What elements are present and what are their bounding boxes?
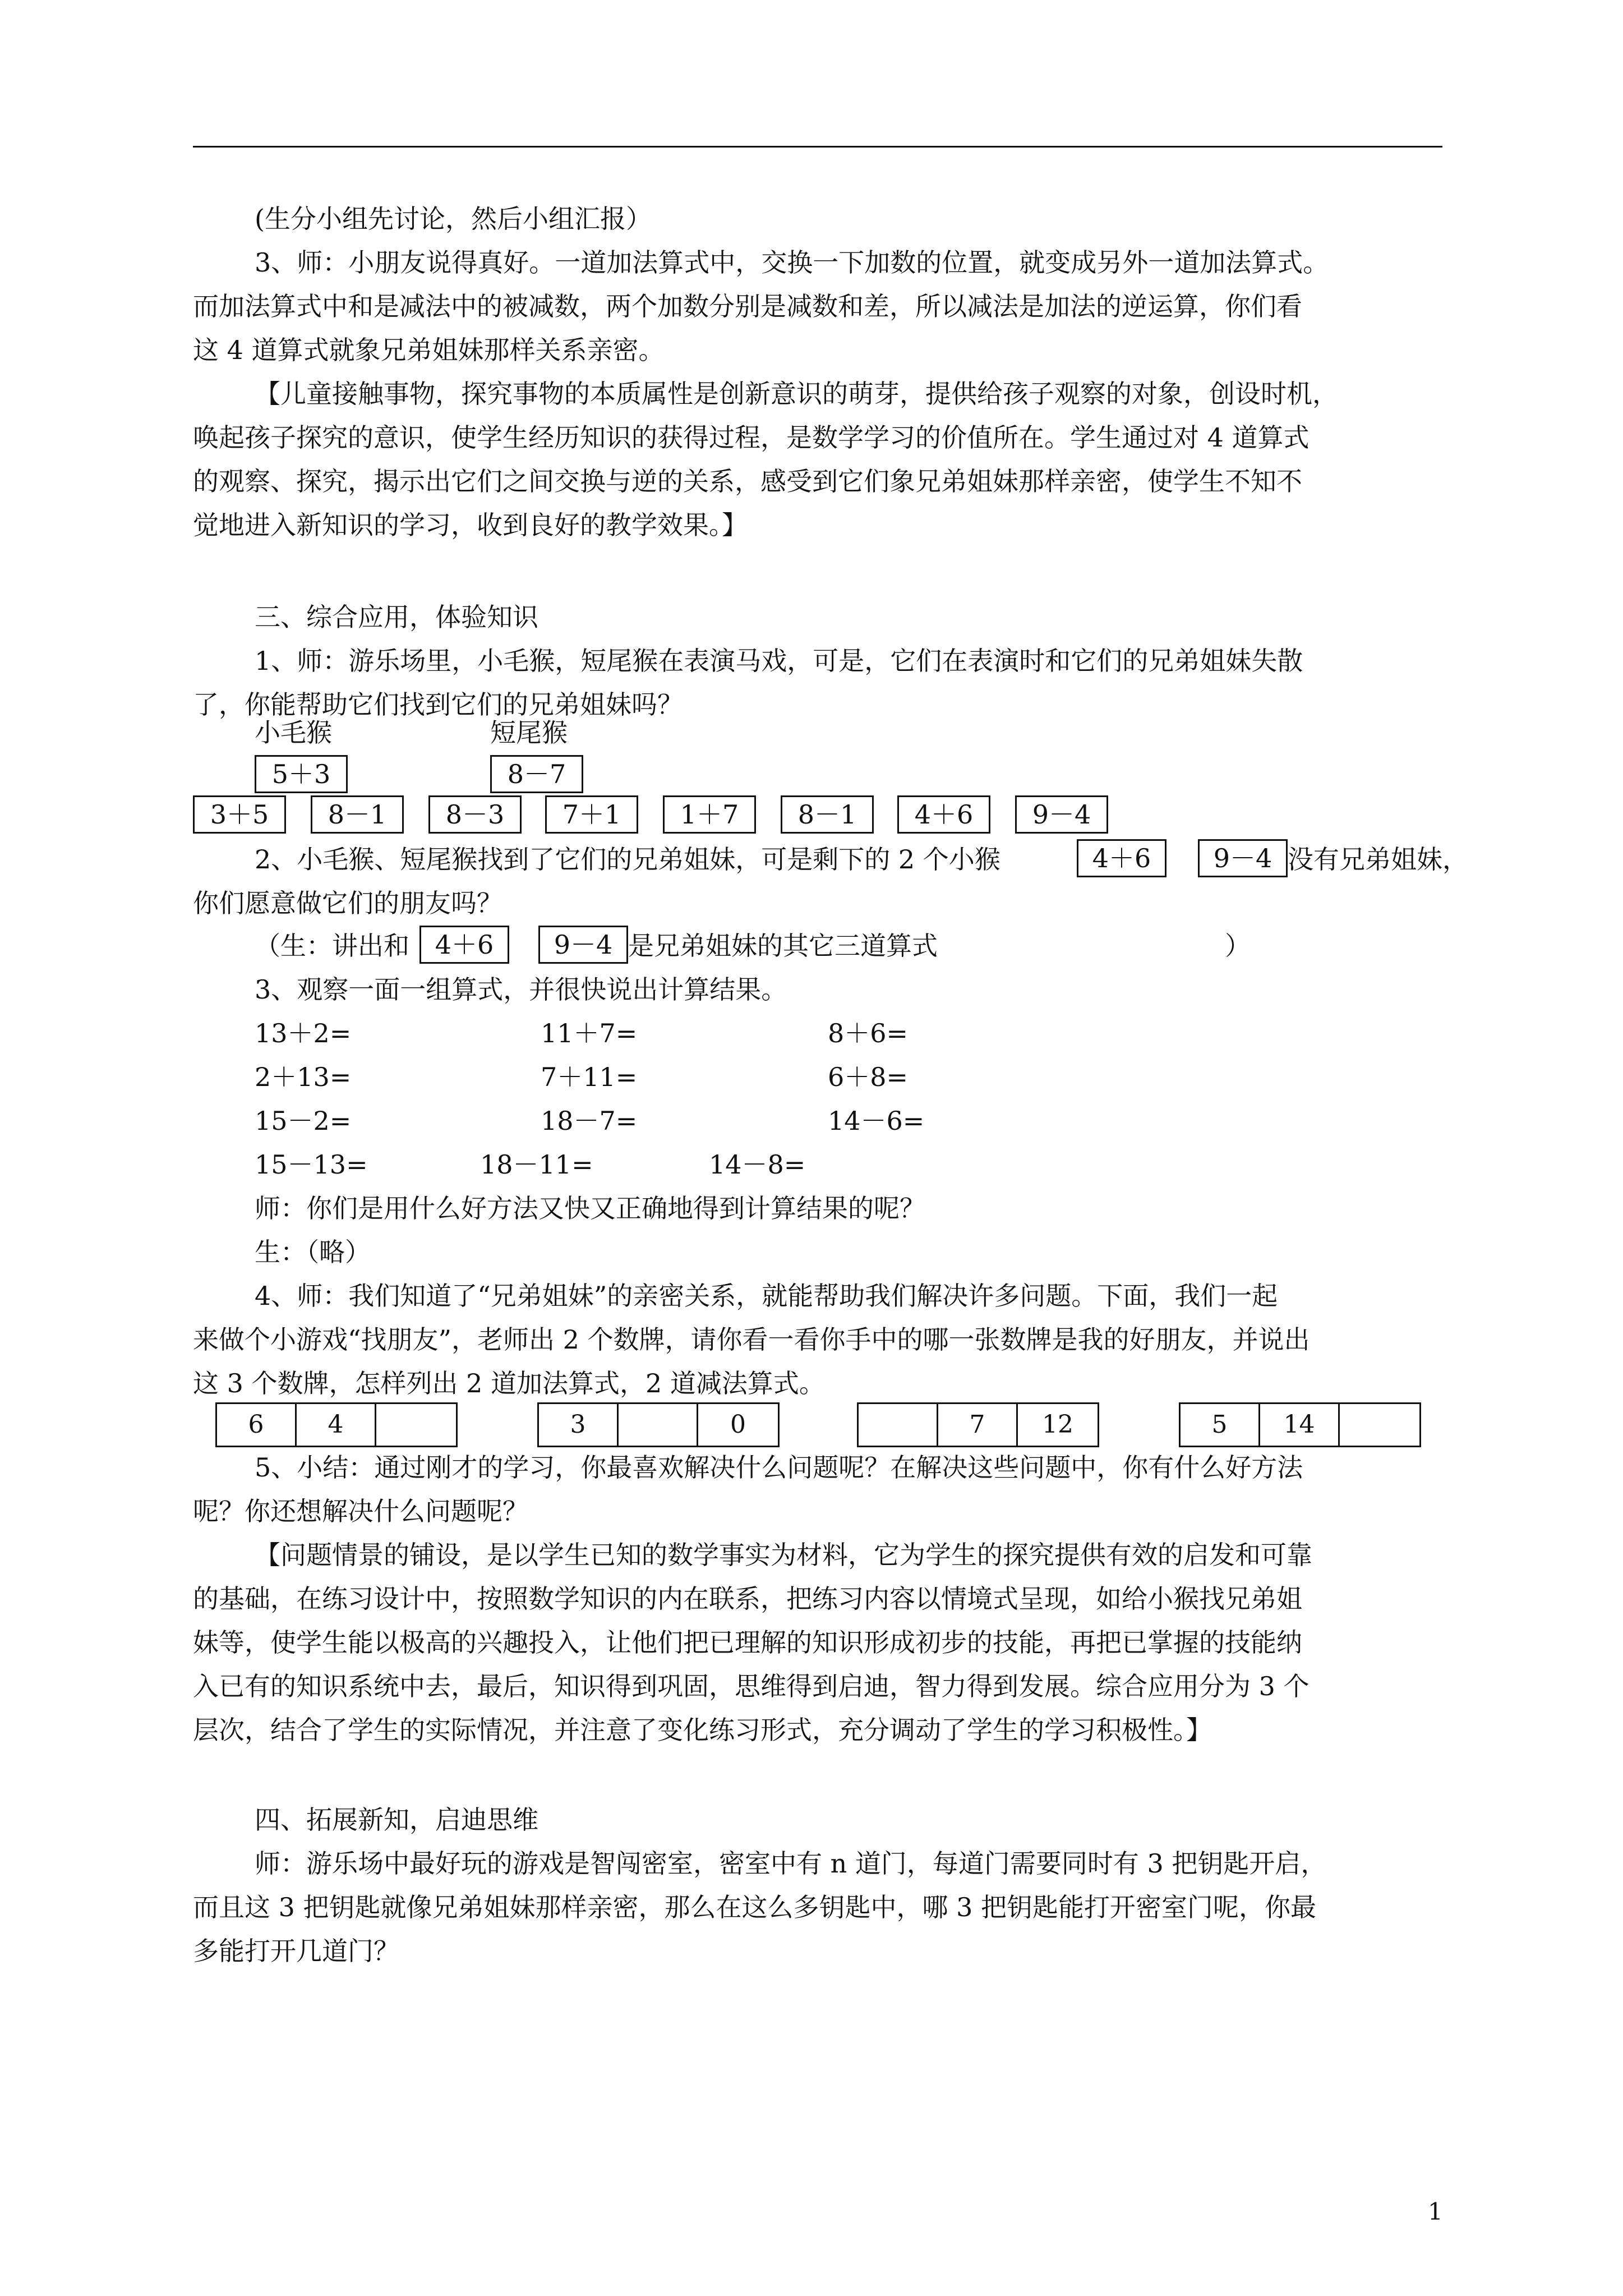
text-line: 这 4 道算式就象兄弟姐妹那样关系亲密。 [193,335,665,365]
text-line: 呢？你还想解决什么问题呢？ [193,1496,528,1526]
text-line: 3、观察一面一组算式，并很快说出计算结果。 [255,974,787,1005]
text-line: 1、师：游乐场里，小毛猴，短尾猴在表演马戏，可是，它们在表演时和它们的兄弟姐妹失散 [255,646,1303,676]
comment-line: 的观察、探究，揭示出它们之间交换与逆的关系，感受到它们象兄弟姐妹那样亲密，使学生不知不 [193,466,1302,496]
monkey-label: 小毛猴 [255,717,332,748]
text-line: 多能打开几道门？ [193,1936,399,1966]
text-line: 而加法算式中和是减法中的被减数，两个加数分别是减数和差，所以减法是加法的逆运算，你们看 [193,291,1302,321]
comment-line: 【问题情景的铺设，是以学生已知的数学事实为材料，它为学生的探究提供有效的启发和可靠 [255,1540,1312,1570]
number-card [859,1404,938,1446]
text-line: 生：（略） [255,1237,371,1267]
equation: 14－6= [828,1106,925,1136]
equation: 6＋8= [828,1062,909,1092]
text-line: ） [1225,931,1251,961]
comment-line: 层次，结合了学生的实际情况，并注意了变化练习形式，充分调动了学生的学习积极性。】 [193,1715,1212,1745]
expression-box: 1＋7 [663,795,756,834]
number-card-set [215,1402,458,1447]
expression-box: 4＋6 [1077,839,1166,877]
header-rule [193,146,1442,148]
number-card: 4 [297,1404,376,1446]
number-card: 7 [938,1404,1018,1446]
text-line: 了，你能帮助它们找到它们的兄弟姐妹吗？ [193,689,683,720]
equation: 18－11= [480,1149,593,1180]
text-line: 4、师：我们知道了“兄弟姐妹”的亲密关系，就能帮助我们解决许多问题。下面，我们一起 [255,1281,1278,1311]
expression-box: 9－4 [1015,795,1108,834]
comment-line: 妹等，使学生能以极高的兴趣投入，让他们把已理解的知识形成初步的技能，再把已掌握的技能纳 [193,1627,1302,1658]
comment-line: 入已有的知识系统中去，最后，知识得到巩固，思维得到启迪，智力得到发展。综合应用分为 3 个 [193,1671,1310,1701]
section-title: 三、综合应用，体验知识 [255,602,538,632]
number-card: 5 [1181,1404,1260,1446]
section-title: 四、拓展新知，启迪思维 [255,1805,538,1835]
text-line: （生：讲出和 [255,931,409,961]
expression-box: 8－1 [781,795,874,834]
text-line: 来做个小游戏“找朋友”，老师出 2 个数牌，请你看一看你手中的哪一张数牌是我的好朋友，并说出 [193,1324,1310,1355]
equation: 13＋2= [255,1018,352,1048]
expression-box: 8－1 [311,795,404,834]
number-card: 6 [217,1404,297,1446]
expression-box: 9－4 [538,926,628,964]
equation: 15－2= [255,1106,352,1136]
number-card-set [857,1402,1099,1447]
expression-box: 4＋6 [897,795,990,834]
number-card [1340,1404,1419,1446]
equation: 7＋11= [541,1062,638,1092]
comment-line: 觉地进入新知识的学习，收到良好的教学效果。】 [193,510,748,540]
equation: 11＋7= [541,1018,638,1048]
equation: 2＋13= [255,1062,352,1092]
equation: 15－13= [255,1149,368,1180]
equation: 18－7= [541,1106,638,1136]
number-card [376,1404,456,1446]
number-card: 14 [1260,1404,1340,1446]
text-line: 这 3 个数牌，怎样列出 2 道加法算式，2 道减法算式。 [193,1368,825,1398]
expression-box: 8－3 [428,795,522,834]
text-line: 5、小结：通过刚才的学习，你最喜欢解决什么问题呢？在解决这些问题中，你有什么好方法 [255,1452,1303,1483]
number-card [619,1404,698,1446]
expression-box: 8－7 [490,755,583,793]
text-line: 师：游乐场中最好玩的游戏是智闯密室，密室中有 n 道门，每道门需要同时有 3 把钥匙开启， [255,1848,1327,1879]
expression-box: 7＋1 [545,795,638,834]
number-card-set [1179,1402,1421,1447]
comment-line: 【儿童接触事物，探究事物的本质属性是创新意识的萌芽，提供给孩子观察的对象，创设时机， [255,379,1338,409]
monkey-label: 短尾猴 [490,717,568,748]
comment-line: 唤起孩子探究的意识，使学生经历知识的获得过程，是数学学习的价值所在。学生通过对 4 道算式 [193,422,1310,453]
page-number: 1 [1428,2198,1443,2225]
number-card: 0 [730,1410,746,1439]
text-line: 2、小毛猴、短尾猴找到了它们的兄弟姐妹，可是剩下的 2 个小猴 [255,844,1000,875]
equation: 14－8= [709,1149,806,1180]
text-line: 3、师：小朋友说得真好。一道加法算式中，交换一下加数的位置，就变成另外一道加法算式。 [255,247,1329,278]
expression-box: 9－4 [1198,839,1288,877]
expression-box: 3＋5 [193,795,286,834]
number-card: 12 [1042,1410,1073,1439]
comment-line: 的基础，在练习设计中，按照数学知识的内在联系，把练习内容以情境式呈现，如给小猴找兄弟姐 [193,1584,1302,1614]
number-card-set [537,1402,780,1447]
expression-box: 5＋3 [255,755,348,793]
text-line: 师：你们是用什么好方法又快又正确地得到计算结果的呢？ [255,1193,925,1223]
expression-box: 4＋6 [419,926,509,964]
text-line: 是兄弟姐妹的其它三道算式 [628,931,938,961]
text-line: 你们愿意做它们的朋友吗？ [193,888,502,918]
equation: 8＋6= [828,1018,909,1048]
number-card: 3 [539,1404,619,1446]
text-line: 没有兄弟姐妹， [1288,844,1468,875]
text-line: (生分小组先讨论，然后小组汇报） [255,204,652,234]
text-line: 而且这 3 把钥匙就像兄弟姐妹那样亲密，那么在这么多钥匙中，哪 3 把钥匙能打开密室门呢，你最 [193,1892,1317,1922]
